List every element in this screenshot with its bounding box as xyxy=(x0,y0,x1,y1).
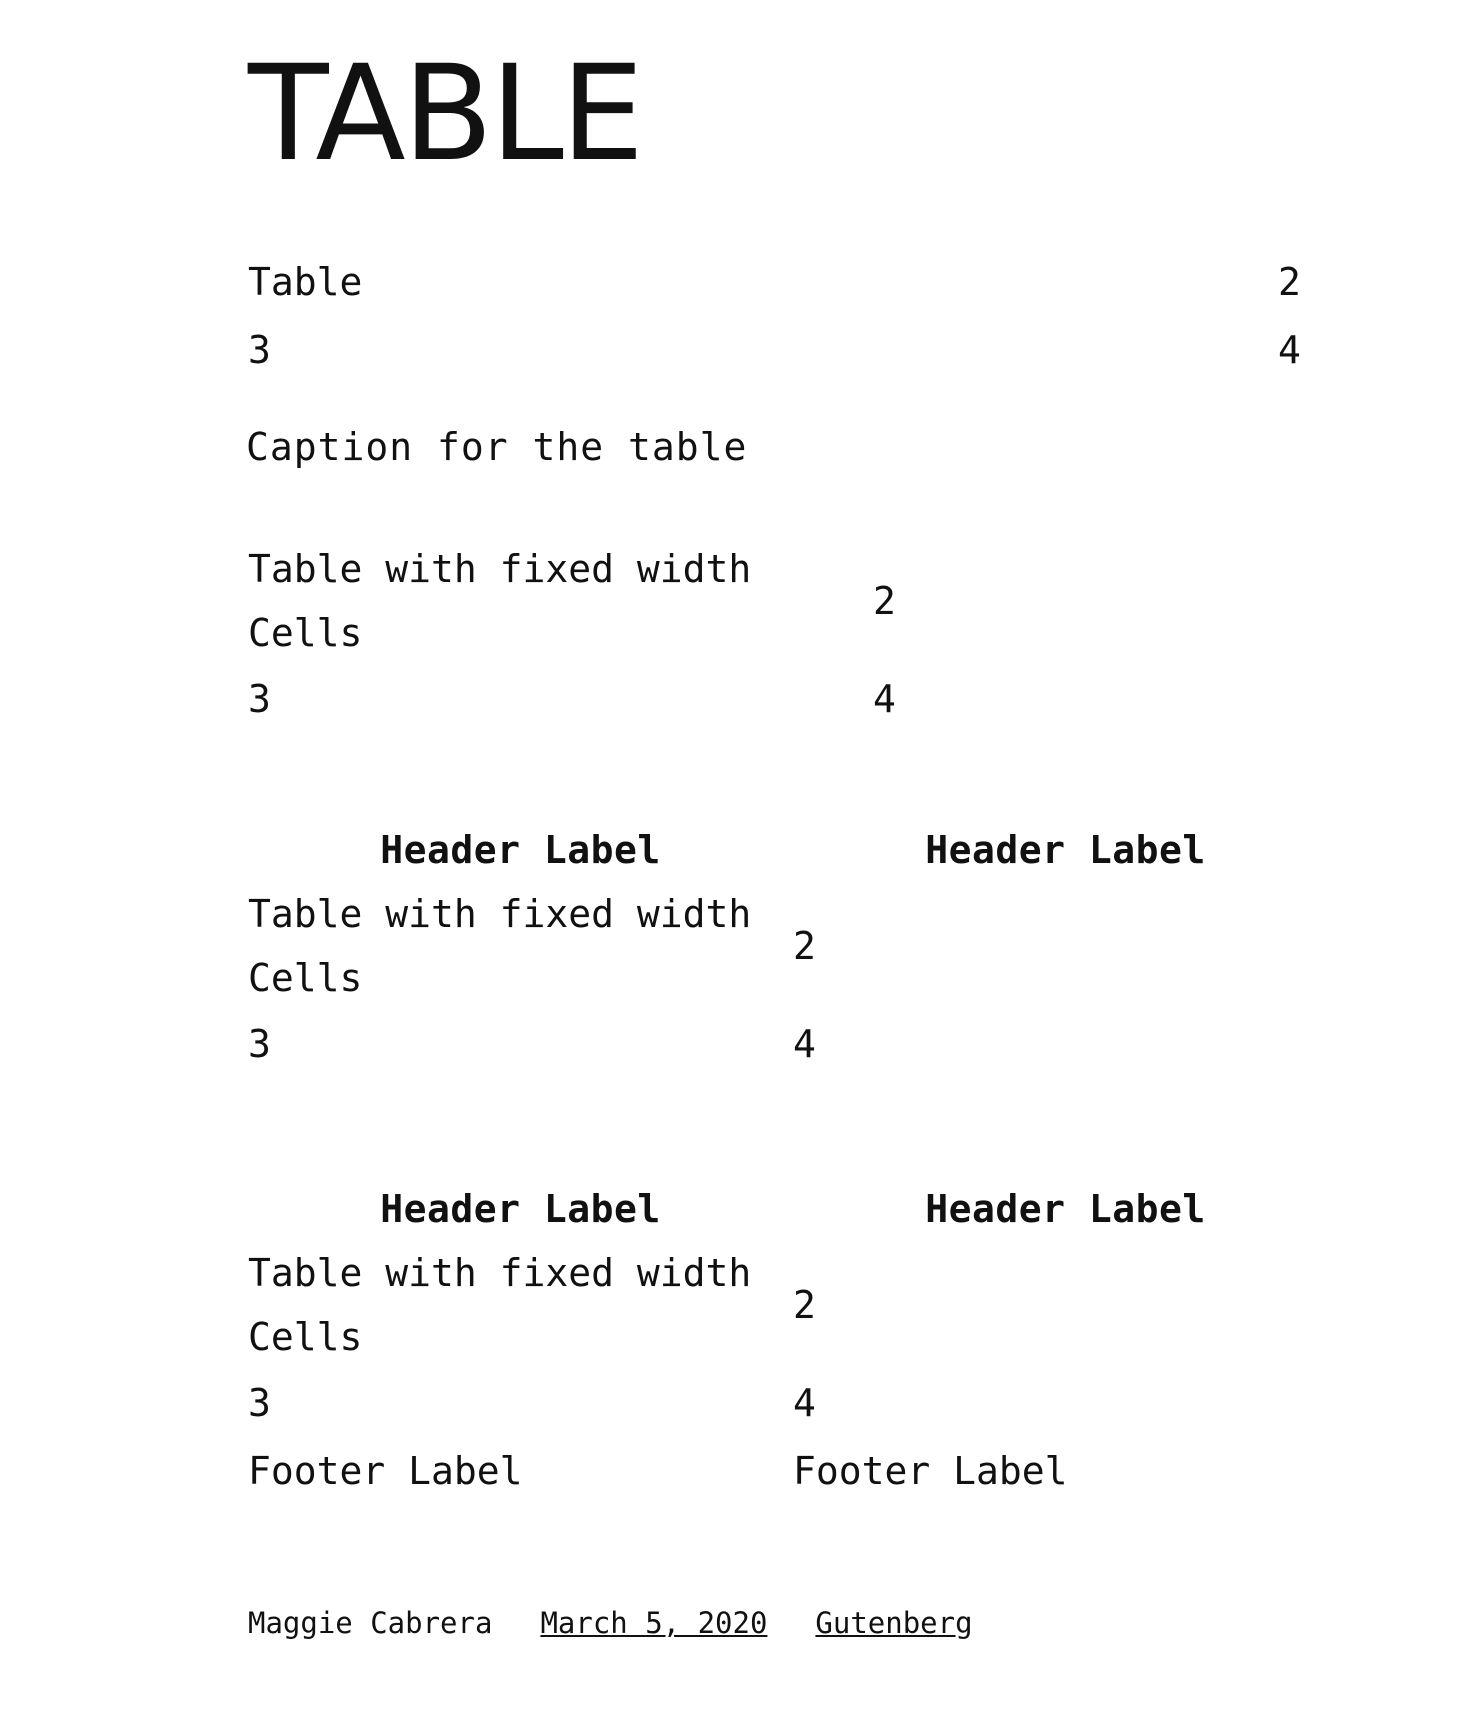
post-category-link[interactable]: Gutenberg xyxy=(815,1606,973,1640)
table-cell: Table with fixed width Cells xyxy=(248,547,752,655)
header-table xyxy=(248,818,1338,1078)
table-caption: Caption for the table xyxy=(246,425,748,469)
fixed-width-table xyxy=(248,537,1338,733)
table-cell: Table with fixed width Cells xyxy=(248,892,752,1000)
table-cell: 2 xyxy=(793,1283,816,1327)
footer-cell: Footer Label xyxy=(248,1449,523,1493)
table-cell: 2 xyxy=(793,924,816,968)
table-row xyxy=(248,665,1338,733)
column-header: Header Label xyxy=(925,1187,1206,1231)
table-header-row xyxy=(248,818,1338,882)
post-date-link[interactable]: March 5, 2020 xyxy=(540,1606,768,1640)
column-header: Header Label xyxy=(380,1187,661,1231)
table-cell: 3 xyxy=(248,1022,271,1066)
table-row xyxy=(248,248,1338,316)
table-cell: Table xyxy=(248,260,363,304)
page-title: TABLE xyxy=(248,37,642,191)
table-cell: 4 xyxy=(873,677,896,721)
table-cell: 3 xyxy=(248,328,271,372)
post-meta xyxy=(248,1606,973,1640)
table-row xyxy=(248,537,1338,665)
table-row xyxy=(248,316,1338,384)
table-cell: 4 xyxy=(793,1022,816,1066)
post-author: Maggie Cabrera xyxy=(248,1606,493,1640)
table-cell: 4 xyxy=(1278,328,1301,372)
table-cell: 3 xyxy=(248,677,271,721)
table-footer-row xyxy=(248,1437,1338,1505)
table-header-row xyxy=(248,1177,1338,1241)
table-cell: 2 xyxy=(1278,260,1301,304)
table-cell: 4 xyxy=(793,1381,816,1425)
table-cell: 2 xyxy=(873,579,896,623)
table-row xyxy=(248,1241,1338,1369)
basic-table xyxy=(248,248,1338,384)
table-row xyxy=(248,1010,1338,1078)
table-row xyxy=(248,1369,1338,1437)
table-cell: Table with fixed width Cells xyxy=(248,1251,752,1359)
table-cell: 3 xyxy=(248,1381,271,1425)
footer-cell: Footer Label xyxy=(793,1449,1068,1493)
header-footer-table xyxy=(248,1177,1338,1505)
column-header: Header Label xyxy=(925,828,1206,872)
table-row xyxy=(248,882,1338,1010)
column-header: Header Label xyxy=(380,828,661,872)
